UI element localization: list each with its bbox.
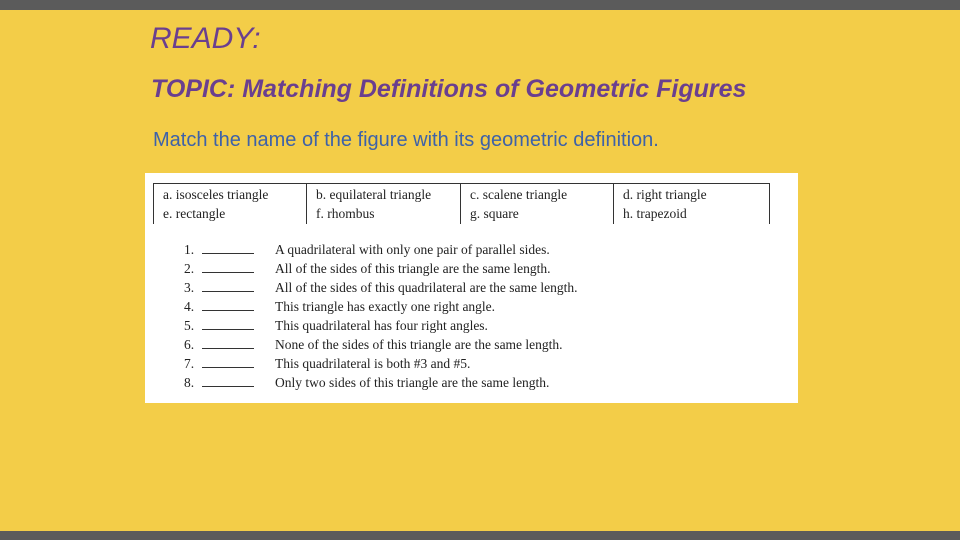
word-bank-column-3: [461, 184, 614, 224]
answer-blank: [202, 316, 254, 330]
item-number: 5.: [184, 318, 195, 333]
word-bank-entry: b. equilateral triangle: [316, 187, 432, 202]
list-item: [184, 297, 496, 316]
list-item: [184, 335, 563, 354]
answer-blank: [202, 259, 254, 273]
item-definition: None of the sides of this triangle are the same length.: [275, 337, 563, 352]
word-bank-table: [153, 183, 770, 224]
answer-blank: [202, 335, 254, 349]
answer-blank: [202, 354, 254, 368]
list-item: [184, 278, 578, 297]
item-number: 7.: [184, 356, 195, 371]
item-definition: All of the sides of this quadrilateral are the same length.: [275, 280, 578, 295]
word-bank-column-1: [154, 184, 307, 224]
bottom-border-bar: [0, 531, 960, 540]
word-bank-entry: f. rhombus: [316, 206, 375, 221]
word-bank-entry: h. trapezoid: [623, 206, 687, 221]
answer-blank: [202, 373, 254, 387]
word-bank-column-2: [307, 184, 461, 224]
topic-heading: TOPIC: Matching Definitions of Geometric Figures: [151, 75, 747, 103]
item-definition: A quadrilateral with only one pair of parallel sides.: [275, 242, 550, 257]
list-item: [184, 373, 550, 392]
item-number: 4.: [184, 299, 195, 314]
word-bank-entry: e. rectangle: [163, 206, 226, 221]
word-bank-entry: c. scalene triangle: [470, 187, 568, 202]
top-border-bar: [0, 0, 960, 10]
list-item: [184, 240, 550, 259]
item-definition: This triangle has exactly one right angle.: [275, 299, 496, 314]
item-number: 1.: [184, 242, 195, 257]
matching-items-list: [184, 240, 578, 392]
item-definition: All of the sides of this triangle are the same length.: [275, 261, 551, 276]
item-number: 8.: [184, 375, 195, 390]
item-number: 6.: [184, 337, 195, 352]
list-item: [184, 354, 471, 373]
worksheet-image: [145, 173, 798, 403]
answer-blank: [202, 240, 254, 254]
item-definition: This quadrilateral is both #3 and #5.: [275, 356, 471, 371]
item-definition: Only two sides of this triangle are the same length.: [275, 375, 550, 390]
word-bank-entry: a. isosceles triangle: [163, 187, 269, 202]
item-definition: This quadrilateral has four right angles.: [275, 318, 488, 333]
word-bank-entry: g. square: [470, 206, 519, 221]
item-number: 2.: [184, 261, 195, 276]
word-bank-column-4: [614, 184, 768, 224]
word-bank-entry: d. right triangle: [623, 187, 707, 202]
answer-blank: [202, 297, 254, 311]
list-item: [184, 259, 551, 278]
ready-heading: READY:: [150, 22, 261, 55]
item-number: 3.: [184, 280, 195, 295]
list-item: [184, 316, 488, 335]
answer-blank: [202, 278, 254, 292]
instruction-text: Match the name of the figure with its geometric definition.: [153, 129, 659, 151]
